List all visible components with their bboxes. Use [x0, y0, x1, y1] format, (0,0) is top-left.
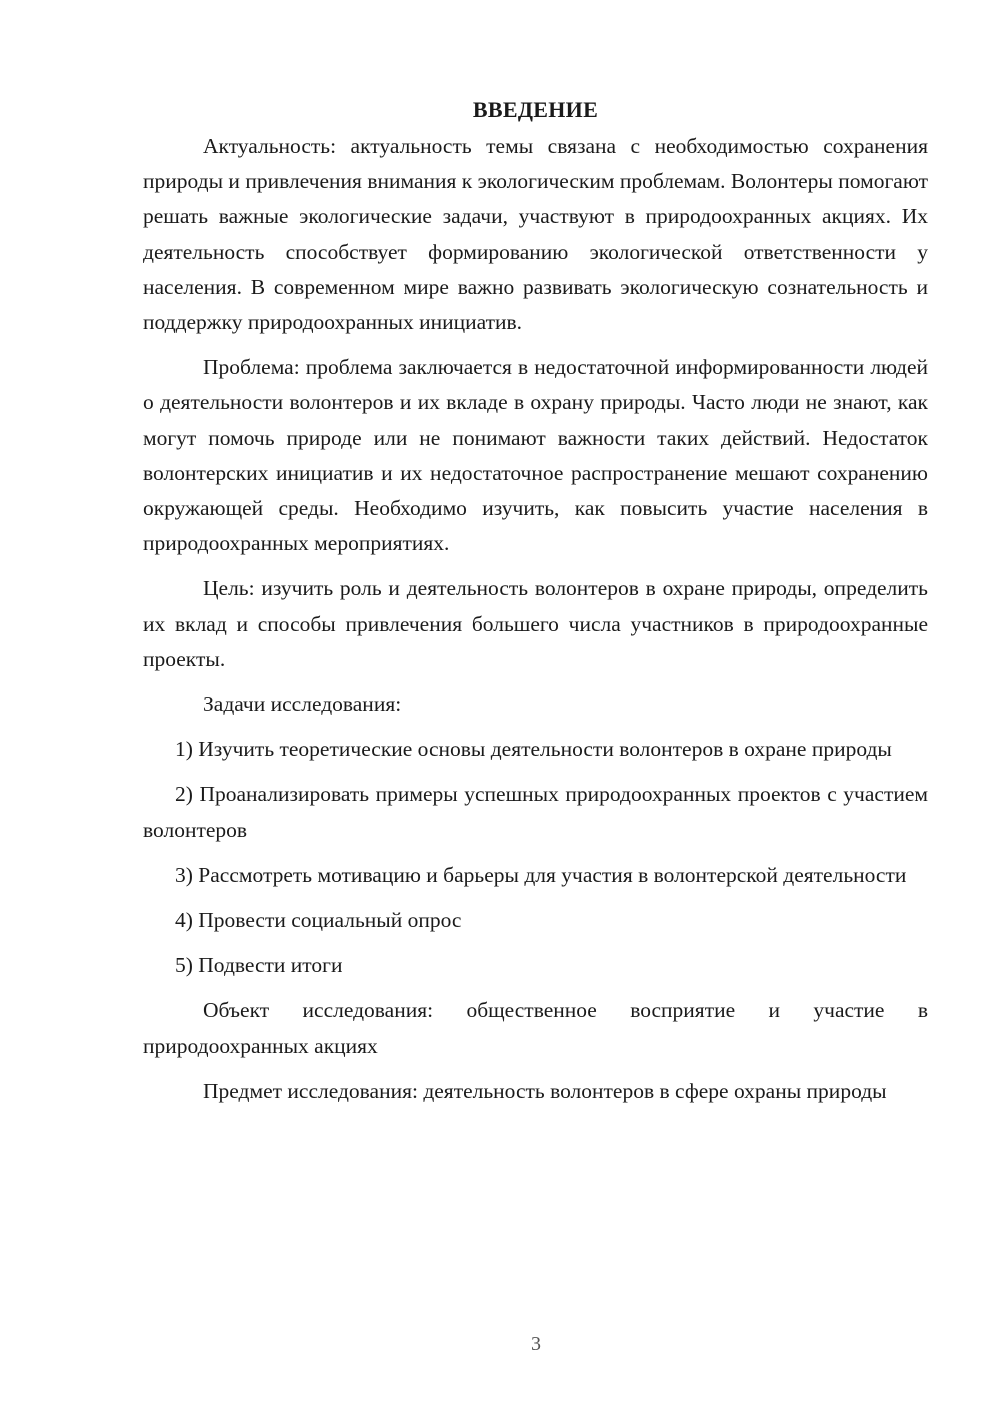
relevance-paragraph: Актуальность: актуальность темы связана с необходимостью сохранения природы и привлечения внимания к экологическим проблемам. Волонтеры помогают решать важные экологические задачи, участвуют в природоохранных акциях. Их деятельность способствует формированию экологической ответственности у населения. В современном мире важно развивать экологическую сознательность и поддержку природоохранных инициатив. — [143, 134, 928, 335]
section-heading: ВВЕДЕНИЕ — [472, 97, 599, 122]
object-paragraph: Объект исследования: общественное восприятие и участие в природоохранных акциях — [143, 998, 928, 1058]
tasks-title: Задачи исследования: — [203, 692, 402, 717]
task-item-5: 5) Подвести итоги — [175, 953, 343, 978]
problem-paragraph: Проблема: проблема заключается в недостаточной информированности людей о деятельности волонтеров и их вкладе в охрану природы. Часто люди не знают, как могут помочь природе или не понимают важности таких действий. Недостаток волонтерских инициатив и их недостаточное распространение мешают сохранению окружающей среды. Необходимо изучить, как повысить участие населения в природоохранных мероприятиях. — [143, 355, 928, 556]
task-item-3: 3) Рассмотреть мотивацию и барьеры для участия в волонтерской деятельности — [175, 862, 907, 887]
goal-paragraph: Цель: изучить роль и деятельность волонтеров в охране природы, определить их вклад и способы привлечения большего числа участников в природоохранные проекты. — [143, 576, 928, 671]
task-item-1: 1) Изучить теоретические основы деятельности волонтеров в охране природы — [175, 737, 892, 762]
task-item-4: 4) Провести социальный опрос — [175, 908, 462, 933]
task-item-2: 2) Проанализировать примеры успешных природоохранных проектов с участием волонтеров — [143, 782, 928, 842]
subject-paragraph: Предмет исследования: деятельность волонтеров в сфере охраны природы — [203, 1078, 887, 1103]
page-number: 3 — [531, 1333, 541, 1355]
document-page — [143, 92, 928, 1119]
